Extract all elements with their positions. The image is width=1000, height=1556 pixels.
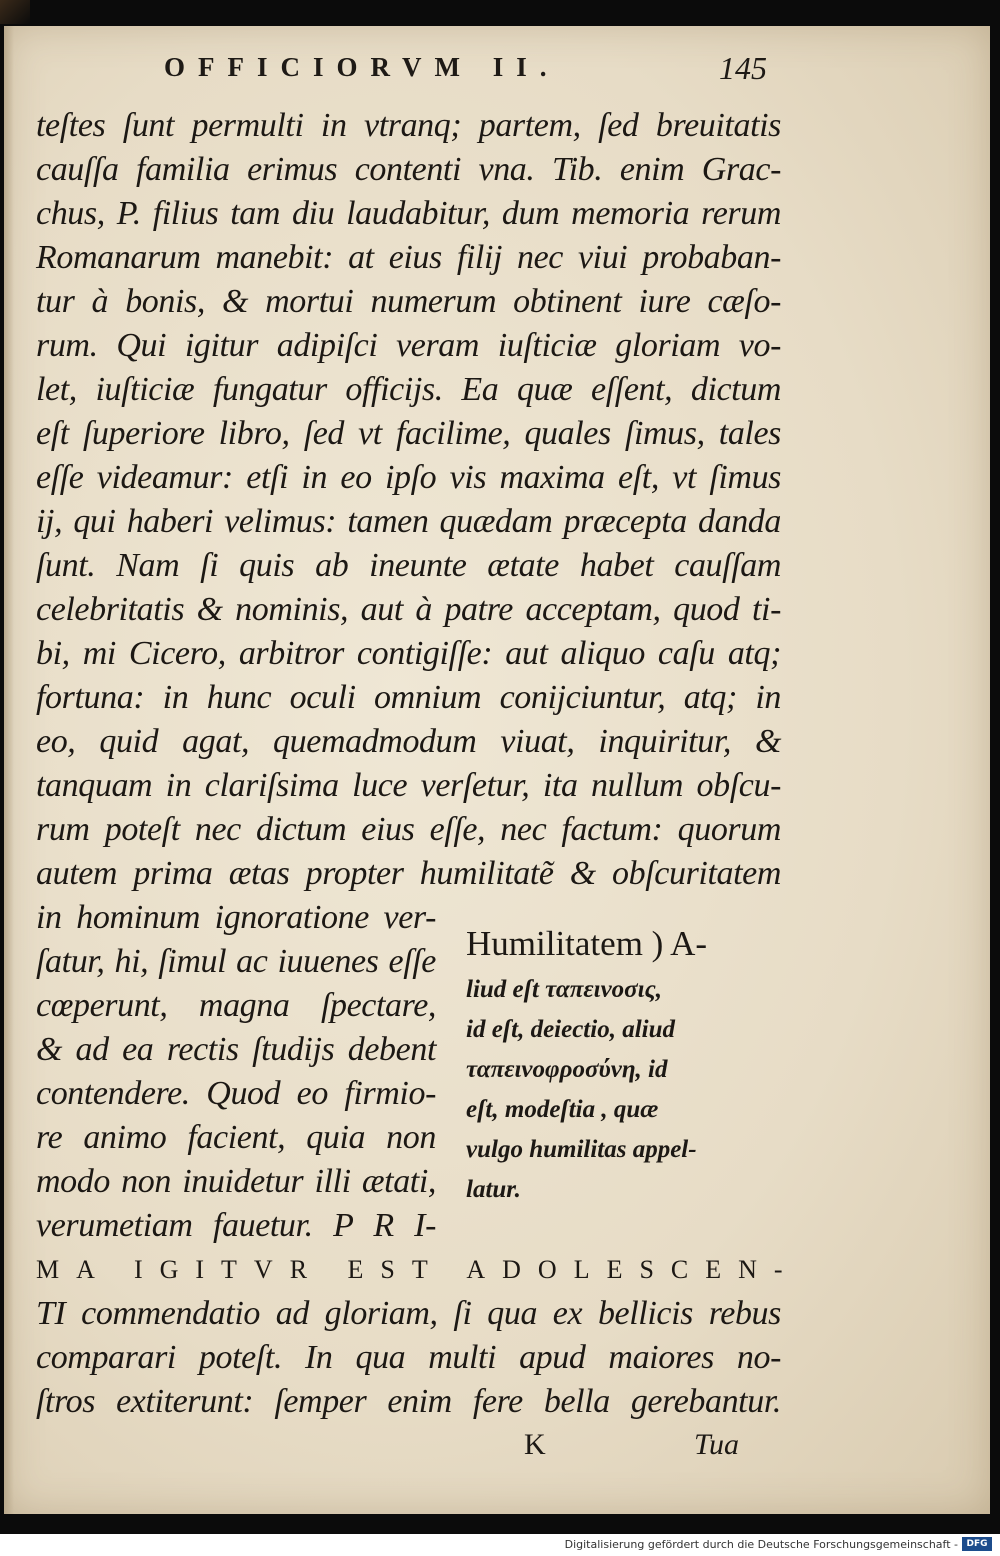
text-line: let, iuſticiæ fungatur officijs. Ea quæ eſſent, dictum [36, 371, 781, 408]
left-column-line: cœperunt, magna ſpectare, [36, 987, 436, 1024]
text-line: teſtes ſunt permulti in vtranq; partem, ſed breuitatis [36, 107, 781, 144]
left-column-line: verumetiam fauetur. P R I- [36, 1207, 436, 1244]
running-head-title: OFFICIORVM II. [164, 52, 560, 82]
text-line: bi, mi Cicero, arbitror contigiſſe: aut aliquo caſu atq; [36, 635, 781, 672]
text-line: ſtros extiterunt: ſemper enim fere bella gerebantur. [36, 1383, 781, 1420]
left-column-line: re animo facient, quia non [36, 1119, 436, 1156]
text-line: eo, quid agat, quemadmodum viuat, inquiritur, & [36, 723, 781, 760]
text-line: chus, P. filius tam diu laudabitur, dum memoria rerum [36, 195, 781, 232]
left-column-line: in hominum ignoratione ver- [36, 899, 436, 936]
text-line: rum poteſt nec dictum eius eſſe, nec factum: quorum [36, 811, 781, 848]
dfg-logo: DFG [962, 1537, 992, 1551]
scan-corner [0, 0, 30, 24]
left-column-line: ſatur, hi, ſimul ac iuuenes eſſe [36, 943, 436, 980]
marginal-note-line: ταπεινοφροσύνη, id [466, 1056, 668, 1083]
text-line: TI commendatio ad gloriam, ſi qua ex bellicis rebus [36, 1295, 781, 1332]
text-line: fortuna: in hunc oculi omnium conijciuntur, atq; in [36, 679, 781, 716]
text-line: ij, qui haberi velimus: tamen quædam præcepta danda [36, 503, 781, 540]
marginal-note-line: id eſt, deiectio, aliud [466, 1016, 675, 1043]
marginal-note-lemma: Humilitatem ) A- [466, 924, 708, 963]
text-line: comparari poteſt. In qua multi apud maiores no- [36, 1339, 781, 1376]
left-column-line: contendere. Quod eo firmio- [36, 1075, 436, 1112]
text-line: Romanarum manebit: at eius filij nec viui probaban- [36, 239, 781, 276]
marginal-note-line: vulgo humilitas appel- [466, 1136, 697, 1163]
footer-credit: Digitalisierung gefördert durch die Deutsche Forschungsgemeinschaft - [564, 1538, 958, 1551]
left-column-line: modo non inuidetur illi ætati, [36, 1163, 436, 1200]
marginal-note-line: latur. [466, 1176, 521, 1203]
text-line: rum. Qui igitur adipiſci veram iuſticiæ gloriam vo- [36, 327, 781, 364]
text-line: autem prima ætas propter humilitatẽ & obſcuritatem [36, 855, 781, 892]
book-page [4, 26, 990, 1514]
text-line: tanquam in clariſsima luce verſetur, ita nullum obſcu- [36, 767, 781, 804]
left-column-line: & ad ea rectis ſtudijs debent [36, 1031, 436, 1068]
signature-mark: K [524, 1428, 546, 1461]
catchword: Tua [694, 1428, 740, 1461]
text-line: cauſſa familia erimus contenti vna. Tib. enim Grac- [36, 151, 781, 188]
text-line: ſunt. Nam ſi quis ab ineunte ætate habet cauſſam [36, 547, 781, 584]
page-number: 145 [719, 50, 767, 86]
main-text-block [4, 26, 990, 1514]
text-line: celebritatis & nominis, aut à patre acceptam, quod ti- [36, 591, 781, 628]
text-line: eſt ſuperiore libro, ſed vt facilime, quales ſimus, tales [36, 415, 781, 452]
marginal-note-line: liud eſt ταπεινοσις, [466, 976, 662, 1003]
text-line: tur à bonis, & mortui numerum obtinent iure cæſo- [36, 283, 781, 320]
closing-caps-line: MA IGITVR EST ADOLESCEN- [36, 1255, 800, 1284]
text-line: eſſe videamur: etſi in eo ipſo vis maxima eſt, vt ſimus [36, 459, 781, 496]
marginal-note-line: eſt, modeſtia , quæ [466, 1096, 659, 1123]
footer-bar [0, 1534, 1000, 1556]
